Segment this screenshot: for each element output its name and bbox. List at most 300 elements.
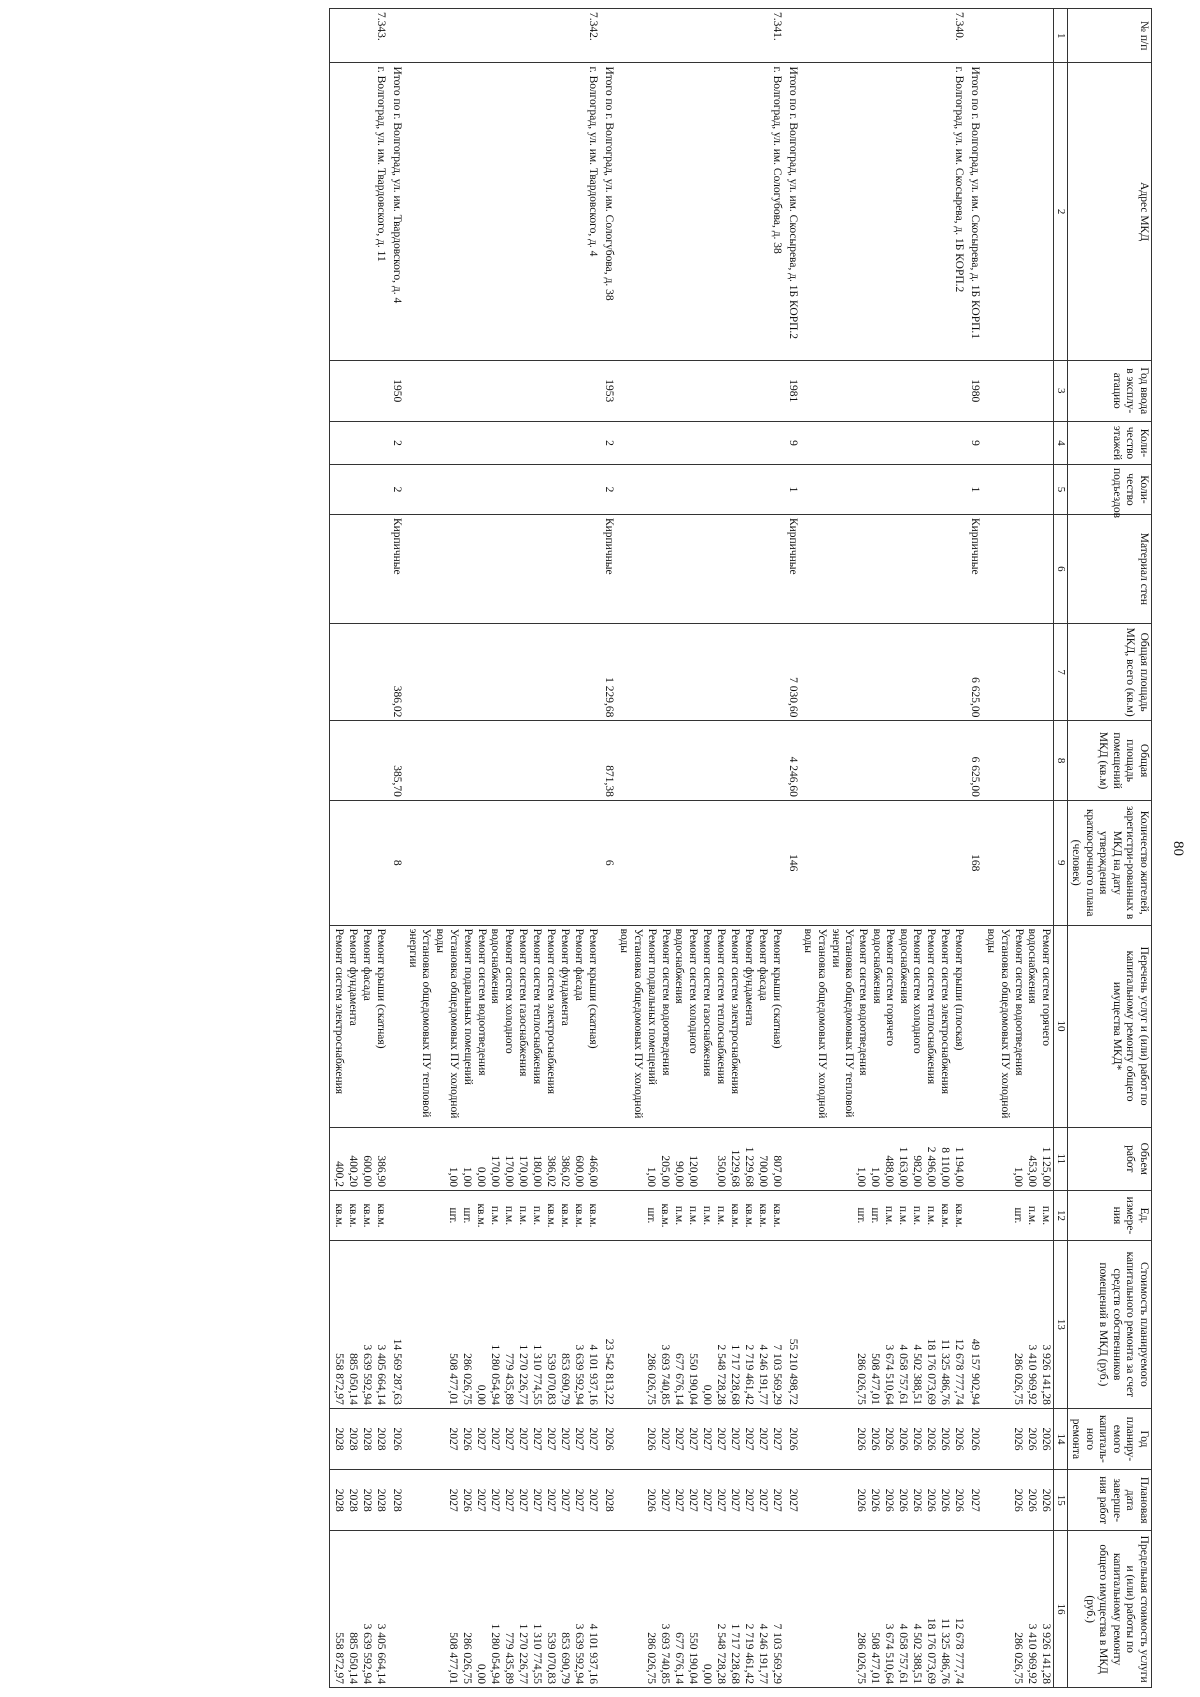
- planned-cost: 885 050,14: [347, 1353, 360, 1405]
- floors-count: [616, 421, 784, 464]
- limit-cost: 3 410 969,92: [1025, 1623, 1038, 1684]
- residents-count: 168: [966, 800, 982, 925]
- premises-area: [404, 721, 599, 800]
- unit: кв.м.: [728, 1203, 741, 1228]
- planned-cost: 3 926 141,28: [1039, 1344, 1052, 1405]
- address: Итого по г. Волгоград, ул. им. Скосырева, д. 1Б КОРП.1: [966, 63, 982, 360]
- page-number: 80: [1170, 841, 1186, 856]
- column-number: 3: [1053, 360, 1067, 421]
- limit-cost: 885 050,14: [347, 1632, 360, 1684]
- floors-count: [982, 421, 1053, 464]
- work-type: Ремонт крыши (скатная): [770, 928, 783, 1049]
- unit: шт.: [446, 1207, 459, 1224]
- unit-cell: [784, 1191, 800, 1241]
- planned-year-cell: [600, 1408, 616, 1469]
- unit: кв.м.: [375, 1203, 388, 1228]
- end-date-cell: [784, 1470, 800, 1531]
- end-date: 2027: [502, 1488, 515, 1512]
- limit-cost: 286 026,75: [460, 1632, 473, 1684]
- work-volume: 400,2: [333, 1161, 346, 1188]
- limit-cost-cell: [982, 1531, 1053, 1688]
- residents-count: [404, 800, 599, 925]
- planned-cost-cell: [982, 1240, 1053, 1408]
- end-date-cell: [982, 1470, 1053, 1531]
- work-volume: 180,00: [530, 1155, 543, 1188]
- unit: кв.м.: [474, 1203, 487, 1228]
- planned-year: 2026: [644, 1427, 657, 1451]
- end-date: 2026: [460, 1488, 473, 1512]
- wall-material: [616, 514, 784, 623]
- column-header: Объем работ: [1067, 1127, 1151, 1191]
- limit-cost: 286 026,75: [1011, 1632, 1024, 1684]
- limit-cost: 1 270 226,77: [516, 1623, 529, 1684]
- planned-year: 2027: [672, 1427, 685, 1451]
- end-date-cell: [388, 1470, 404, 1531]
- wall-material: [800, 514, 967, 623]
- work-type-cell: [982, 925, 1053, 1127]
- year-built: [982, 360, 1053, 421]
- row-number: [784, 9, 800, 63]
- planned-year: 2026: [1039, 1427, 1052, 1451]
- work-volume: 0,00: [474, 1166, 487, 1188]
- work-volume-cell: [982, 1127, 1053, 1191]
- work-volume: 1229,68: [728, 1149, 741, 1188]
- planned-cost: 3 674 510,64: [883, 1344, 896, 1405]
- planned-cost: 55 210 498,72: [786, 1338, 799, 1405]
- work-volume: 400,20: [347, 1155, 360, 1188]
- work-type: Ремонт систем водоотведения: [857, 928, 870, 1076]
- limit-cost: 677 676,14: [672, 1632, 685, 1684]
- address: Итого по г. Волгоград, ул. им. Сологубова, д. 38: [600, 63, 616, 360]
- work-type: Установка общедомовых ПУ холодной воды: [618, 928, 644, 1119]
- column-number: 2: [1053, 63, 1067, 360]
- year-built: [800, 360, 967, 421]
- total-row: [600, 9, 616, 1688]
- limit-cost-cell: [600, 1531, 616, 1688]
- work-type: Ремонт систем электроснабжения: [544, 928, 557, 1095]
- planned-cost: 18 176 073,69: [925, 1338, 938, 1405]
- end-date-cell: [800, 1470, 967, 1531]
- residents-count: [982, 800, 1053, 925]
- year-built: [404, 360, 599, 421]
- column-header: Материал стен: [1067, 514, 1151, 623]
- work-volume-cell: [330, 1127, 389, 1191]
- end-date: 2027: [756, 1488, 769, 1512]
- residents-count: 6: [600, 800, 616, 925]
- end-date: 2026: [925, 1488, 938, 1512]
- limit-cost-cell: [388, 1531, 404, 1688]
- planned-cost: 23 542 813,22: [602, 1338, 615, 1405]
- end-date: 2027: [572, 1488, 585, 1512]
- capital-repair-plan-table: [329, 8, 1152, 1688]
- planned-year: 2026: [869, 1427, 882, 1451]
- work-volume: 170,00: [516, 1155, 529, 1188]
- end-date: 2027: [558, 1488, 571, 1512]
- unit: шт.: [855, 1207, 868, 1224]
- limit-cost-cell: [800, 1531, 967, 1688]
- premises-area: 4 246,60: [784, 721, 800, 800]
- column-header: Общая площадь помещений МКД (кв.м): [1067, 721, 1151, 800]
- work-volume-cell: [616, 1127, 784, 1191]
- work-volume: 453,00: [1025, 1155, 1038, 1188]
- total-area: [800, 623, 967, 721]
- column-number: 8: [1053, 721, 1067, 800]
- end-date: 2027: [686, 1488, 699, 1512]
- limit-cost: 3 639 592,94: [361, 1623, 374, 1684]
- planned-year: 2026: [897, 1427, 910, 1451]
- work-volume: 1 163,00: [897, 1146, 910, 1188]
- planned-cost: 11 325 486,76: [939, 1339, 952, 1405]
- row-number: 7.341.: [616, 9, 784, 63]
- work-volume: 120,00: [686, 1155, 699, 1188]
- planned-year: 2027: [728, 1427, 741, 1451]
- limit-cost: 7 103 569,29: [770, 1623, 783, 1684]
- work-volume: 205,00: [658, 1155, 671, 1188]
- unit: шт.: [869, 1207, 882, 1224]
- work-type: Ремонт фундамента: [558, 928, 571, 1026]
- column-header: Предельная стоимость услуги и (или) работы по капитальному ремонту общего имущества в МКД (руб.): [1067, 1531, 1151, 1688]
- planned-year-cell: [982, 1408, 1053, 1469]
- end-date: 2027: [586, 1488, 599, 1512]
- unit-cell: [616, 1191, 784, 1241]
- work-volume: 1,00: [869, 1166, 882, 1188]
- limit-cost: 286 026,75: [855, 1632, 868, 1684]
- floors-count: 2: [388, 421, 404, 464]
- work-volume: 170,00: [488, 1155, 501, 1188]
- work-type: Установка общедомовых ПУ холодной воды: [984, 928, 1011, 1119]
- limit-cost: 539 070,83: [544, 1632, 557, 1684]
- limit-cost: 11 325 486,76: [939, 1618, 952, 1684]
- row-number: [966, 9, 982, 63]
- column-number: 1: [1053, 9, 1067, 63]
- work-type-cell: [800, 925, 967, 1127]
- planned-cost: 539 070,83: [544, 1353, 557, 1405]
- work-volume-cell: [800, 1127, 967, 1191]
- work-type: Ремонт фундамента: [742, 928, 755, 1026]
- end-date: 2026: [1011, 1488, 1024, 1512]
- entrances-count: [982, 465, 1053, 515]
- planned-year: 2027: [572, 1427, 585, 1451]
- work-type-cell: [600, 925, 616, 1127]
- work-volume: 386,02: [544, 1155, 557, 1188]
- end-date: 2028: [347, 1488, 360, 1512]
- end-date: 2027: [714, 1488, 727, 1512]
- unit: кв.м.: [742, 1203, 755, 1228]
- limit-cost: 2 719 461,42: [742, 1623, 755, 1684]
- work-volume: 700,00: [756, 1155, 769, 1188]
- total-area: [404, 623, 599, 721]
- planned-year: 2027: [488, 1427, 501, 1451]
- work-type: Ремонт систем горячего водоснабжения: [870, 928, 897, 1046]
- planned-year: 2027: [770, 1427, 783, 1451]
- work-volume: 386,90: [375, 1155, 388, 1188]
- planned-cost: 7 103 569,29: [770, 1344, 783, 1405]
- column-header: Общая площадь МКД, всего (кв.м): [1067, 623, 1151, 721]
- planned-cost: 14 569 287,63: [391, 1338, 404, 1405]
- end-date: 2027: [488, 1488, 501, 1512]
- entrances-count: 1: [966, 465, 982, 515]
- limit-cost: 1 717 228,68: [728, 1623, 741, 1684]
- planned-year: 2026: [911, 1427, 924, 1451]
- end-date: 2027: [742, 1488, 755, 1512]
- work-volume-cell: [966, 1127, 982, 1191]
- total-area: [982, 623, 1053, 721]
- entrances-count: [404, 465, 599, 515]
- end-date: 2026: [869, 1488, 882, 1512]
- planned-cost-cell: [800, 1240, 967, 1408]
- column-number: 16: [1053, 1531, 1067, 1688]
- planned-cost: 286 026,75: [1011, 1353, 1024, 1405]
- planned-cost: 0,00: [474, 1384, 487, 1405]
- unit: п.м.: [502, 1205, 515, 1226]
- work-type: Ремонт систем электроснабжения: [333, 928, 346, 1095]
- wall-material: Кирпичные: [784, 514, 800, 623]
- work-type: Ремонт систем теплоснабжения: [530, 928, 543, 1085]
- total-area: 386,02: [388, 623, 404, 721]
- entrances-count: [330, 465, 389, 515]
- address: г. Волгоград, ул. им. Скосырева, д. 1Б КОРП.2: [800, 63, 967, 360]
- wall-material: [404, 514, 599, 623]
- address: Итого по г. Волгоград, ул. им. Твардовского, д. 4: [388, 63, 404, 360]
- end-date: 2026: [1025, 1488, 1038, 1512]
- planned-year: 2026: [969, 1427, 982, 1451]
- planned-cost: 3 639 592,94: [572, 1344, 585, 1405]
- table-body: [330, 9, 1053, 1688]
- column-number: 10: [1053, 925, 1067, 1127]
- work-type: Установка общедомовых ПУ холодной воды: [433, 928, 460, 1119]
- work-volume: 1 125,00: [1039, 1146, 1052, 1188]
- planned-year: 2027: [474, 1427, 487, 1451]
- unit: шт.: [1011, 1207, 1024, 1224]
- planned-cost: 3 639 592,94: [361, 1344, 374, 1405]
- limit-cost-cell: [784, 1531, 800, 1688]
- unit-cell: [982, 1191, 1053, 1241]
- work-volume-cell: [784, 1127, 800, 1191]
- work-volume: 982,00: [911, 1155, 924, 1188]
- work-type: Ремонт систем холодного водоснабжения: [673, 928, 699, 1054]
- limit-cost: 508 477,01: [446, 1632, 459, 1684]
- work-type: Установка общедомовых ПУ тепловой энергии: [829, 928, 856, 1118]
- planned-cost: 550 190,04: [686, 1353, 699, 1405]
- unit: кв.м.: [770, 1203, 783, 1228]
- planned-year: 2028: [347, 1427, 360, 1451]
- address: г. Волгоград, ул. им. Твардовского, д. 11: [330, 63, 389, 360]
- planned-cost: 4 246 191,77: [756, 1344, 769, 1405]
- year-built: [616, 360, 784, 421]
- unit: кв.м.: [953, 1203, 966, 1228]
- row-number: [600, 9, 616, 63]
- planned-cost: 1 270 226,77: [516, 1344, 529, 1405]
- column-number: 15: [1053, 1470, 1067, 1531]
- column-number-row: [1053, 9, 1067, 1688]
- wall-material: Кирпичные: [966, 514, 982, 623]
- address: [982, 63, 1053, 360]
- planned-cost: 558 872,97: [333, 1353, 346, 1405]
- limit-cost: 0,00: [474, 1663, 487, 1684]
- planned-year: 2026: [786, 1427, 799, 1451]
- unit: кв.м.: [347, 1203, 360, 1228]
- column-number: 7: [1053, 623, 1067, 721]
- unit: кв.м.: [939, 1203, 952, 1228]
- limit-cost: 1 280 054,94: [488, 1623, 501, 1684]
- end-date-cell: [616, 1470, 784, 1531]
- column-header: Перечень услуг и (или) работ по капитальному ремонту общего имущества МКД*: [1067, 925, 1151, 1127]
- residents-count: 8: [388, 800, 404, 925]
- address: г. Волгоград, ул. им. Сологубова, д. 38: [616, 63, 784, 360]
- planned-cost: 853 690,79: [558, 1353, 571, 1405]
- unit: шт.: [644, 1207, 657, 1224]
- work-volume-cell: [404, 1127, 599, 1191]
- work-type: Ремонт систем электроснабжения: [728, 928, 741, 1095]
- column-number: 14: [1053, 1408, 1067, 1469]
- work-volume: 488,00: [883, 1155, 896, 1188]
- planned-year-cell: [404, 1408, 599, 1469]
- planned-cost: 286 026,75: [855, 1353, 868, 1405]
- planned-year: 2027: [558, 1427, 571, 1451]
- planned-cost-cell: [330, 1240, 389, 1408]
- planned-cost: 49 157 902,94: [969, 1338, 982, 1405]
- total-row: [784, 9, 800, 1688]
- work-volume: 1,00: [855, 1166, 868, 1188]
- work-volume-cell: [388, 1127, 404, 1191]
- unit: кв.м.: [658, 1203, 671, 1228]
- unit-cell: [966, 1191, 982, 1241]
- planned-cost: 4 502 388,51: [911, 1344, 924, 1405]
- table-row: [800, 9, 967, 1688]
- planned-year: 2026: [855, 1427, 868, 1451]
- planned-year: 2027: [516, 1427, 529, 1451]
- planned-cost-cell: [966, 1240, 982, 1408]
- planned-cost: 677 676,14: [672, 1353, 685, 1405]
- work-volume: 1,00: [644, 1166, 657, 1188]
- unit: п.м.: [686, 1205, 699, 1226]
- residents-count: 146: [784, 800, 800, 925]
- year-built: 1950: [388, 360, 404, 421]
- column-header: Год ввода в эксплу-атацию: [1067, 360, 1151, 421]
- column-header: Плановая дата заверше-ния работ: [1067, 1470, 1151, 1531]
- planned-year: 2027: [714, 1427, 727, 1451]
- work-volume-cell: [600, 1127, 616, 1191]
- limit-cost: 18 176 073,69: [925, 1617, 938, 1684]
- planned-cost: 508 477,01: [869, 1353, 882, 1405]
- planned-year: 2027: [686, 1427, 699, 1451]
- work-type-cell: [404, 925, 599, 1127]
- planned-cost: 779 435,89: [502, 1353, 515, 1405]
- work-type-cell: [616, 925, 784, 1127]
- work-volume: 350,00: [714, 1155, 727, 1188]
- total-area: 1 229,68: [600, 623, 616, 721]
- column-header: Ед. измере-ния: [1067, 1191, 1151, 1241]
- end-date: 2028: [602, 1488, 615, 1512]
- unit: кв.м.: [333, 1203, 346, 1228]
- end-date: 2027: [672, 1488, 685, 1512]
- unit: п.м.: [530, 1205, 543, 1226]
- wall-material: Кирпичные: [600, 514, 616, 623]
- planned-year: 2027: [700, 1427, 713, 1451]
- end-date: 2027: [770, 1488, 783, 1512]
- planned-year: 2026: [460, 1427, 473, 1451]
- unit: кв.м.: [756, 1203, 769, 1228]
- limit-cost: 12 678 777,74: [953, 1617, 966, 1684]
- planned-cost-cell: [600, 1240, 616, 1408]
- planned-cost: 3 405 664,14: [375, 1344, 388, 1405]
- work-volume: 1,00: [1011, 1166, 1024, 1188]
- end-date: 2027: [658, 1488, 671, 1512]
- unit-cell: [404, 1191, 599, 1241]
- work-type-cell: [966, 925, 982, 1127]
- limit-cost: 3 639 592,94: [572, 1623, 585, 1684]
- work-volume: 8 110,00: [939, 1147, 952, 1188]
- residents-count: [800, 800, 967, 925]
- limit-cost: 4 058 757,61: [897, 1623, 910, 1684]
- work-volume: 466,00: [586, 1155, 599, 1188]
- end-date-cell: [600, 1470, 616, 1531]
- planned-cost: 2 719 461,42: [742, 1344, 755, 1405]
- work-volume: [699, 1131, 713, 1188]
- work-type: Ремонт фасада: [572, 928, 585, 1001]
- work-type-cell: [330, 925, 389, 1127]
- column-number: 13: [1053, 1240, 1067, 1408]
- planned-cost: 0,00: [700, 1384, 713, 1405]
- column-number: 5: [1053, 465, 1067, 515]
- limit-cost-cell: [616, 1531, 784, 1688]
- planned-year: 2027: [446, 1427, 459, 1451]
- planned-cost: 1 280 054,94: [488, 1344, 501, 1405]
- work-volume: 1,00: [460, 1166, 473, 1188]
- planned-cost: 4 101 937,16: [586, 1344, 599, 1405]
- limit-cost: 558 872,97: [333, 1632, 346, 1684]
- planned-year: 2026: [1025, 1427, 1038, 1451]
- end-date: 2026: [953, 1488, 966, 1512]
- premises-area: [330, 721, 389, 800]
- floors-count: 9: [966, 421, 982, 464]
- entrances-count: 1: [784, 465, 800, 515]
- work-volume: 1 229,68: [742, 1146, 755, 1188]
- work-type: Ремонт систем теплоснабжения: [925, 928, 938, 1085]
- limit-cost: 4 502 388,51: [911, 1623, 924, 1684]
- end-date: 2026: [883, 1488, 896, 1512]
- planned-year: 2027: [586, 1427, 599, 1451]
- column-number: 9: [1053, 800, 1067, 925]
- unit: кв.м.: [361, 1203, 374, 1228]
- planned-year: 2028: [375, 1427, 388, 1451]
- work-volume: 600,00: [361, 1155, 374, 1188]
- unit: кв.м.: [586, 1203, 599, 1228]
- premises-area: [982, 721, 1053, 800]
- wall-material: Кирпичные: [388, 514, 404, 623]
- end-date: 2027: [474, 1488, 487, 1512]
- limit-cost: 1 310 774,55: [530, 1623, 543, 1684]
- planned-cost: 286 026,75: [644, 1353, 657, 1405]
- address: Итого по г. Волгоград, ул. им. Скосырева, д. 1Б КОРП.2: [784, 63, 800, 360]
- total-area: [616, 623, 784, 721]
- row-number: [388, 9, 404, 63]
- end-date: 2028: [375, 1488, 388, 1512]
- limit-cost-cell: [404, 1531, 599, 1688]
- total-area: 6 625,00: [966, 623, 982, 721]
- end-date: 2028: [333, 1488, 346, 1512]
- planned-cost: 12 678 777,74: [953, 1338, 966, 1405]
- total-area: 7 030,60: [784, 623, 800, 721]
- planned-cost-cell: [616, 1240, 784, 1408]
- end-date: 2026: [855, 1488, 868, 1512]
- planned-cost-cell: [784, 1240, 800, 1408]
- unit: п.м.: [488, 1205, 501, 1226]
- unit: кв.м.: [572, 1203, 585, 1228]
- end-date: 2026: [911, 1488, 924, 1512]
- end-date: 2026: [897, 1488, 910, 1512]
- unit-cell: [330, 1191, 389, 1241]
